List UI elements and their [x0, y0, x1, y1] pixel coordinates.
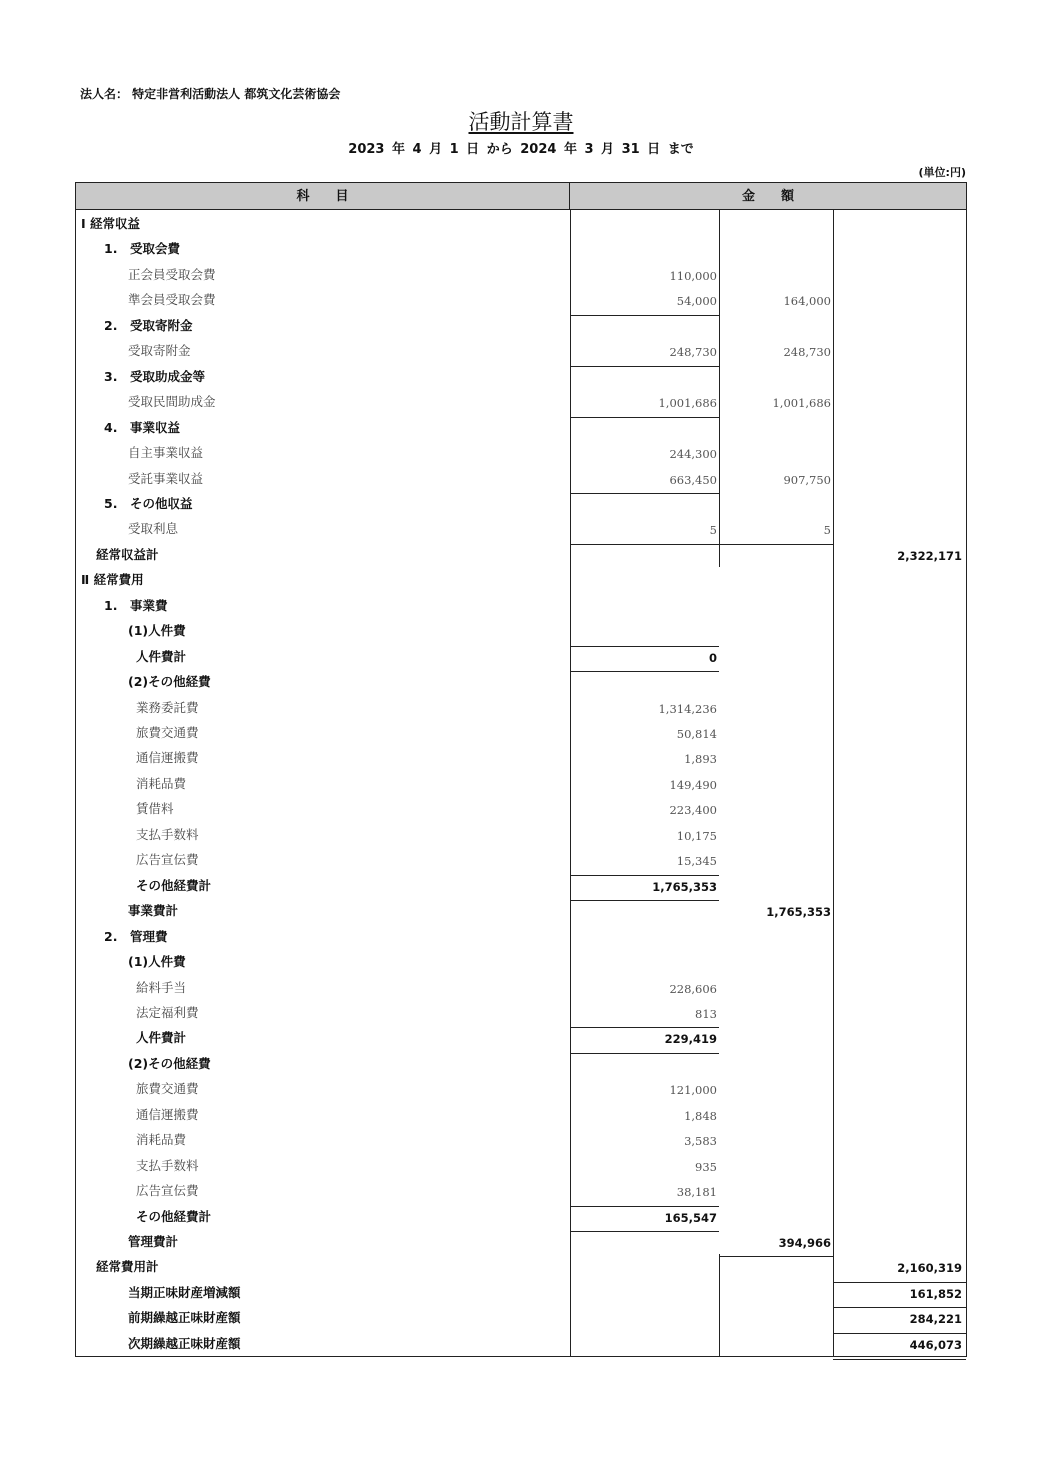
row-label: 支払手数料 — [136, 826, 199, 842]
amount-c3: 161,852 — [909, 1286, 962, 1301]
table-row — [76, 949, 968, 974]
amount-c1: 244,300 — [669, 447, 717, 462]
row-label: 給料手当 — [136, 979, 187, 995]
amount-c1: 50,814 — [676, 727, 717, 741]
subtotal-rule — [570, 1231, 719, 1232]
subtotal-rule — [570, 875, 719, 876]
row-label: 4. 事業収益 — [104, 419, 180, 435]
row-label: 1. 受取会費 — [104, 241, 180, 257]
row-label: 1. 事業費 — [104, 597, 168, 613]
amount-c1: 935 — [695, 1159, 717, 1174]
amount-c1: 165,547 — [664, 1210, 717, 1225]
amount-c2: 907,750 — [783, 472, 831, 487]
table-row — [76, 236, 968, 261]
row-label: 事業費計 — [128, 903, 179, 919]
row-label: 2. 受取寄附金 — [104, 317, 193, 333]
amount-c1: 54,000 — [676, 294, 717, 309]
document-title — [0, 106, 1042, 136]
table-row — [76, 796, 968, 821]
row-label: 次期繰越正味財産額 — [128, 1335, 241, 1351]
row-label: (2)その他経費 — [128, 674, 211, 690]
row-label: 前期繰越正味財産額 — [128, 1310, 241, 1326]
row-label: 通信運搬費 — [136, 1106, 199, 1122]
row-label: 広告宣伝費 — [136, 852, 199, 868]
amount-c1: 248,730 — [669, 345, 717, 360]
table-row — [76, 898, 968, 923]
amount-c1: 1,765,353 — [652, 879, 717, 894]
table-row — [76, 338, 968, 363]
table-row — [76, 1127, 968, 1152]
table-row — [76, 1025, 968, 1050]
amount-c1: 1,893 — [684, 752, 717, 767]
row-label: 受取寄附金 — [128, 343, 191, 359]
amount-c1: 1,848 — [684, 1108, 717, 1123]
amount-c2: 164,000 — [783, 294, 831, 309]
row-label: (1)人件費 — [128, 954, 186, 970]
row-label: 賃借料 — [136, 801, 174, 817]
row-label: 経常費用計 — [96, 1259, 159, 1275]
row-label: 管理費計 — [128, 1234, 179, 1249]
amount-c1: 813 — [695, 1006, 717, 1021]
table-row — [76, 389, 968, 414]
amount-c1: 228,606 — [669, 981, 717, 996]
amount-c1: 38,181 — [676, 1185, 717, 1200]
row-label: 3. 受取助成金等 — [104, 368, 205, 384]
table-row — [76, 1204, 968, 1229]
row-label: 正会員受取会費 — [128, 266, 216, 282]
subtotal-rule — [570, 646, 719, 647]
amount-c1: 121,000 — [669, 1083, 717, 1098]
unit-label: (単位:円) — [918, 166, 966, 179]
table-row — [76, 1076, 968, 1101]
column-divider — [719, 1254, 720, 1356]
amount-c2: 394,966 — [778, 1236, 831, 1250]
subtotal-rule — [570, 417, 719, 418]
subtotal-rule — [570, 315, 719, 316]
subtotal-rule — [570, 671, 719, 672]
row-label: 支払手数料 — [136, 1157, 199, 1173]
table-row — [76, 1280, 968, 1305]
column-header-item — [76, 183, 570, 210]
row-label: 消耗品費 — [136, 775, 187, 791]
row-label: Ⅱ 経常費用 — [81, 572, 144, 588]
table-row — [76, 1305, 968, 1330]
amount-c3: 284,221 — [909, 1312, 962, 1327]
table-row — [76, 440, 968, 465]
row-label: Ⅰ 経常収益 — [81, 216, 141, 231]
table-row — [76, 1051, 968, 1076]
column-header-item-label: 科目 — [296, 189, 375, 204]
final-double-rule — [833, 1359, 966, 1360]
row-label: 人件費計 — [136, 1030, 187, 1046]
row-label: (2)その他経費 — [128, 1055, 211, 1071]
table-row — [76, 720, 968, 745]
subtotal-rule — [570, 900, 719, 901]
statement-table — [75, 182, 967, 1357]
table-row — [76, 975, 968, 1000]
row-label: 人件費計 — [136, 648, 187, 664]
table-row — [76, 771, 968, 796]
total-rule — [719, 1256, 833, 1257]
table-row — [76, 1254, 968, 1279]
table-row — [76, 491, 968, 516]
amount-c1: 1,314,236 — [658, 701, 717, 716]
amount-c2: 5 — [823, 523, 831, 538]
subtotal-rule — [570, 1053, 719, 1054]
row-label: 法定福利費 — [136, 1004, 199, 1020]
amount-c1: 663,450 — [669, 472, 717, 487]
table-row — [76, 695, 968, 720]
column-divider — [719, 210, 720, 567]
row-label: 旅費交通費 — [136, 1081, 199, 1097]
row-label: 消耗品費 — [136, 1132, 187, 1148]
amount-c1: 1,001,686 — [658, 396, 717, 411]
table-row — [76, 567, 968, 592]
amount-c2: 248,730 — [783, 345, 831, 360]
table-row — [76, 415, 968, 440]
row-label: 2. 管理費 — [104, 928, 168, 944]
row-label: 通信運搬費 — [136, 750, 199, 766]
table-row — [76, 211, 968, 236]
final-rule — [833, 1307, 966, 1308]
document-title-text: 活動計算書 — [468, 110, 574, 134]
table-row — [76, 1229, 968, 1254]
total-rule — [719, 544, 833, 545]
amount-c3: 2,160,319 — [897, 1261, 962, 1276]
amount-c1: 10,175 — [676, 828, 717, 843]
amount-c3: 446,073 — [909, 1337, 962, 1352]
table-row — [76, 466, 968, 491]
subtotal-rule — [570, 1206, 719, 1207]
table-row — [76, 516, 968, 541]
table-row — [76, 644, 968, 669]
amount-c1: 3,583 — [684, 1134, 717, 1149]
table-row — [76, 669, 968, 694]
amount-c2: 1,765,353 — [766, 905, 831, 920]
table-row — [76, 618, 968, 643]
amount-c1: 0 — [708, 650, 717, 665]
subtotal-rule — [570, 366, 719, 367]
table-row — [76, 262, 968, 287]
row-label: 受取民間助成金 — [128, 394, 216, 410]
row-label: 受託事業収益 — [128, 470, 204, 486]
table-row — [76, 1000, 968, 1025]
row-label: 受取利息 — [128, 521, 179, 537]
column-divider — [833, 210, 834, 1356]
amount-c1: 229,419 — [664, 1032, 717, 1047]
final-rule — [833, 1333, 966, 1334]
fiscal-period: 2023 年 4 月 1 日 から 2024 年 3 月 31 日 まで — [348, 142, 694, 157]
table-row — [76, 364, 968, 389]
table-row — [76, 542, 968, 567]
organization-name: 法人名： 特定非営利活動法人 都筑文化芸術協会 — [80, 87, 341, 101]
amount-c1: 110,000 — [669, 268, 717, 283]
table-row — [76, 1178, 968, 1203]
subtotal-rule — [570, 1027, 719, 1028]
row-label: 自主事業収益 — [128, 445, 204, 461]
amount-c1: 223,400 — [669, 803, 717, 818]
amount-c1: 149,490 — [669, 777, 717, 792]
table-row — [76, 1331, 968, 1356]
row-label: 経常収益計 — [96, 546, 159, 562]
table-row — [76, 1153, 968, 1178]
amount-c1: 15,345 — [676, 854, 717, 869]
column-divider — [570, 210, 571, 1356]
row-label: 5. その他収益 — [104, 495, 193, 511]
row-label: 広告宣伝費 — [136, 1183, 199, 1199]
table-row — [76, 745, 968, 770]
row-label: 当期正味財産増減額 — [128, 1284, 241, 1300]
amount-c2: 1,001,686 — [772, 396, 831, 411]
amount-c1: 5 — [709, 523, 717, 538]
row-label: 業務委託費 — [136, 699, 199, 715]
final-rule — [833, 1282, 966, 1283]
subtotal-rule — [570, 544, 719, 545]
row-label: その他経費計 — [136, 877, 212, 893]
table-row — [76, 313, 968, 338]
column-header-amount-label: 金額 — [741, 189, 820, 204]
table-row — [76, 287, 968, 312]
table-row — [76, 924, 968, 949]
row-label: 旅費交通費 — [136, 725, 199, 740]
table-row — [76, 593, 968, 618]
table-row — [76, 847, 968, 872]
column-header-amount — [570, 183, 966, 210]
row-label: 準会員受取会費 — [128, 292, 216, 308]
subtotal-rule — [570, 493, 719, 494]
table-row — [76, 873, 968, 898]
table-row — [76, 1102, 968, 1127]
table-row — [76, 822, 968, 847]
row-label: (1)人件費 — [128, 623, 186, 639]
row-label: その他経費計 — [136, 1208, 212, 1224]
amount-c3: 2,322,171 — [897, 548, 962, 563]
